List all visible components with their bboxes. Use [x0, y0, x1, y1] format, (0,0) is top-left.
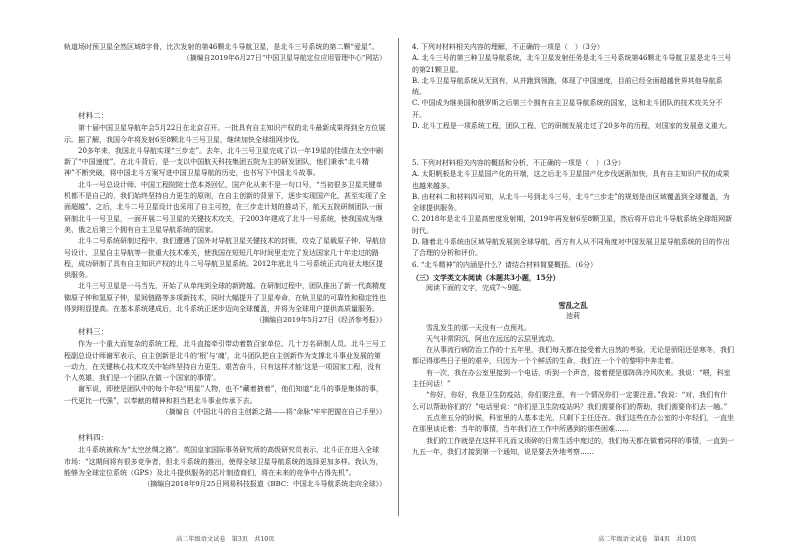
material-two-para: 20多年来，我国北斗导航实现“三步走”。去年，北斗三号卫星完成了以一年19星的佳绩在太空中刷新了“中国速度”，在北斗背后，是一支以中国航天科技集团五院为主的研发团队，他们秉承“北斗精神”不断突破，将中国北斗方案写进中国卫星导航的历史，也书写下中国北斗故事。	[64, 146, 383, 178]
question-5-option: D. 随着北斗系统由区域导航发展到全球导航，西方有人从不同角度对中国发展卫星导航系统的目的作出了合理的分析和评价。	[412, 238, 730, 258]
section-heading: （三）文学类文本阅读（本题共3小题，15分）	[412, 273, 560, 282]
story-para: 有一次，我在办公室里接到一个电话，听到一个声音，接着便是那阵阵冷风吹来。我说：“喂，科室主任问话！”	[412, 368, 731, 389]
material-three-heading: 材料三：	[78, 327, 109, 336]
material-two-source: （摘编自2019年5月27日《经济参考报》）	[255, 316, 386, 325]
material-two-para: 北斗二号系统研制过程中，我们遭遇了国外对导航卫星关键技术的封锁，攻克了星载原子钟、导航信号设计、卫星自主导航等一批重大技术难关，使我国在短短几年时间里走完了发达国家几十年走过的路程，成功研制了具有自主知识产权的北斗二号导航卫星系统。2012年底北斗二号系统正式向亚太地区提供服务。	[64, 237, 386, 280]
material-four-source: （摘编自2018年9月25日网易科技报道《BBC：中国北斗导航系统走向全球》）	[143, 480, 386, 489]
column-divider	[398, 38, 399, 516]
material-four-para: 北斗系统被称为“太空丝绸之路”。英国皇家国际事务研究所的高级研究员表示，北斗正在进入全球市场：“这期间将有很多竞争者，但北斗系统的推出，使得全球卫星导航系统的选择更加多样。我认为，能够为全球定位系统（GPS）及北斗提供服务的芯片制造商们，将在未来的竞争中占得先机”。	[64, 446, 383, 477]
page-footer-left: 高二年级语文试卷 第3页 共10页	[176, 536, 275, 543]
question-5-option: A. 太阳帆板是北斗卫星国产化的开端，这之后北斗卫星国产化步伐逐渐加快，具有自主知识产权的成果也越来越多。	[412, 170, 730, 190]
question-4-option: D. 北斗工程是一项系统工程，团队工程，它的研制发展走过了20多年的历程，对国家的发展意义重大。	[412, 122, 732, 131]
material-four-heading: 材料四：	[78, 433, 109, 442]
question-5-option: B. 由材料二和材料四可知，从北斗一号到北斗三号，北斗“三步走”的规划是由区域覆盖到全球覆盖，为全球提供服务。	[412, 192, 730, 213]
question-4	[412, 42, 734, 132]
story-block	[412, 300, 734, 458]
material-two-para: 第十届中国卫星导航年会5月22日在北京召开。一批具有自主知识产权的北斗最新成果得到全方位展示。据了解，我国今年将发射6至8颗北斗三号卫星，继续加快全球组网步伐。	[64, 124, 386, 144]
right-page	[412, 0, 734, 550]
literature-section	[412, 272, 734, 295]
question-4-stem: 4. 下列对材料相关内容的理解，不正确的一项是（ ）（3分）	[412, 43, 604, 51]
story-para: 五点差五分的时候，科室里的人基本走光，只剩下主任还在。我们这些在办公室的小年轻们，一直坐在那里谈论着：当年的事情，当年我们在工作中所遇到的那些困难……	[412, 413, 734, 434]
material-three-para: 作为一个重大而复杂的系统工程，北斗直接牵引带动着数百家单位、几十万名研制人员。北斗三号工程副总设计师谢军表示，自主创新是北斗的‘根’与‘魂’，北斗团队把自主创新作为支撑北斗事业发展的第一动力，在关键核心技术攻关中始终坚持自力更生、艰苦奋斗，只有这样才能‘这是一项国家工程，没有个人英雄，我们是一个团队在做一个国家的事情’。	[64, 340, 386, 383]
story-author: 池莉	[566, 312, 580, 321]
material-three-para: 谢军说，即使是团队中的每个年轻“明星”人物，也不“藏着掖着”，他们知道“北斗的事是集体的事，一代更比一代强”，以奉献的精神和担当把北斗事业传承下去。	[64, 385, 383, 405]
material-two-para: 北斗一号总设计师、中国工程院院士范本尧回忆，国产化从来不是一句口号，“当初很多卫星关键单机都不是自己的，我们始终坚持自力更生的原则，在自主创新的背景下，逐步实现国产化，甚至实现了全面超越”。之后，北斗二号卫星设计也采用了自主可控，在三步走计划的推动下，航天五院研制团队一面研制北斗一号卫星，一面开展二号卫星的关键技术攻关，于2003年建成了北斗一号系统，使我国成为继美、俄之后第三个拥有自主卫星导航系统的国家。	[64, 180, 386, 234]
section-instruction: 阅读下面的文字，完成7～9题。	[426, 284, 526, 293]
material-four	[64, 432, 386, 490]
intro-source: （摘编自2019年6月27日“中国卫星导航定位应用管理中心”网站）	[182, 54, 386, 63]
story-title: 雪乱之乱	[558, 301, 588, 310]
question-6-stem: 6. “北斗精神”的内涵是什么？请结合材料简要概括。（6分）	[412, 260, 598, 269]
story-para: 我们的工作就是在这样平凡而又琐碎的日常生活中度过的，我们每天都在做着同样的事情，一直到一九五一年，我们才接到第一个通知，说是要去外地考察……	[412, 436, 734, 456]
left-page	[64, 0, 386, 550]
material-two	[64, 110, 386, 327]
question-4-option: B. 北斗卫星导航系统从无到有，从并跑到领跑，体现了中国速度，目前已经全面超越世界其他导航系统。	[412, 76, 723, 97]
question-4-option: A. 北斗三号的第三种卫星导航系统，北斗卫星发射任务是北斗三号系统第46颗北斗导航卫星是北斗三号的第21颗卫星。	[412, 54, 732, 74]
material-three-source: （摘编自《中国北斗的自主创新之路——将“命脉”牢牢把握在自己手里》）	[161, 408, 386, 417]
page-footer-right: 高二年级语文试卷 第4页 共10页	[598, 536, 697, 543]
material-two-para: 北斗三号卫星是一马当先，开始了从单纯到全球的新跨越。在研制过程中，团队推出了新一代高精度铷原子钟和氢原子钟，星间链路等多项新技术，同时大幅提升了卫星寿命，在轨卫星的可靠性和稳定性也得到明显提高。在基本系统建成后，北斗系统正逐步迈向全球覆盖，并将为全球用户提供高质量服务。	[64, 282, 386, 314]
story-para: “你好，你好，我是卫生防疫站，你们要注意，有一个情况你们一定要注意。”我说：“对，我们有什么可以帮助你们的？”电话里说：“你们是卫生防疫站吗？我们需要你们的帮助，我们需要你们去一趟。”	[412, 391, 728, 411]
question-5	[412, 158, 734, 271]
story-para: 雪乱发生的那一天没有一点预兆。	[426, 323, 531, 332]
intro-text: 轨道场时预卫星全然区域8字骨，比次发射的第46颗北斗导航卫星，是北斗三号系统的第二颗“爱星”。	[64, 43, 379, 51]
question-4-option: C. 中国成为继美国和俄罗斯之后第三个拥有自主卫星导航系统的国家，这和北斗团队的技术攻关分不开。	[412, 99, 723, 119]
question-5-option: C. 2018年是北斗卫星高密度发射期，2019年再发射6至8颗卫星，然后将开启北斗导航系统全球组网新时代。	[412, 215, 733, 235]
intro-block	[64, 42, 386, 65]
story-para: 天气非常阴沉，阿也在远远的云层里流动。	[426, 334, 559, 343]
story-para: 在从事流行病防治工作的十五年里，我们每天都在接受着大自然的考验，无论是骄阳还是寒冬，我们都记得那些日子里的艰辛，只因为一个个鲜活的生命，我们在一个个的黎明中奔走着。	[412, 346, 734, 366]
material-two-heading: 材料二：	[78, 111, 109, 120]
question-5-stem: 5. 下列对材料相关内容的概括和分析，不正确的一项是（ ）（3分）	[412, 159, 625, 167]
material-three	[64, 326, 386, 418]
